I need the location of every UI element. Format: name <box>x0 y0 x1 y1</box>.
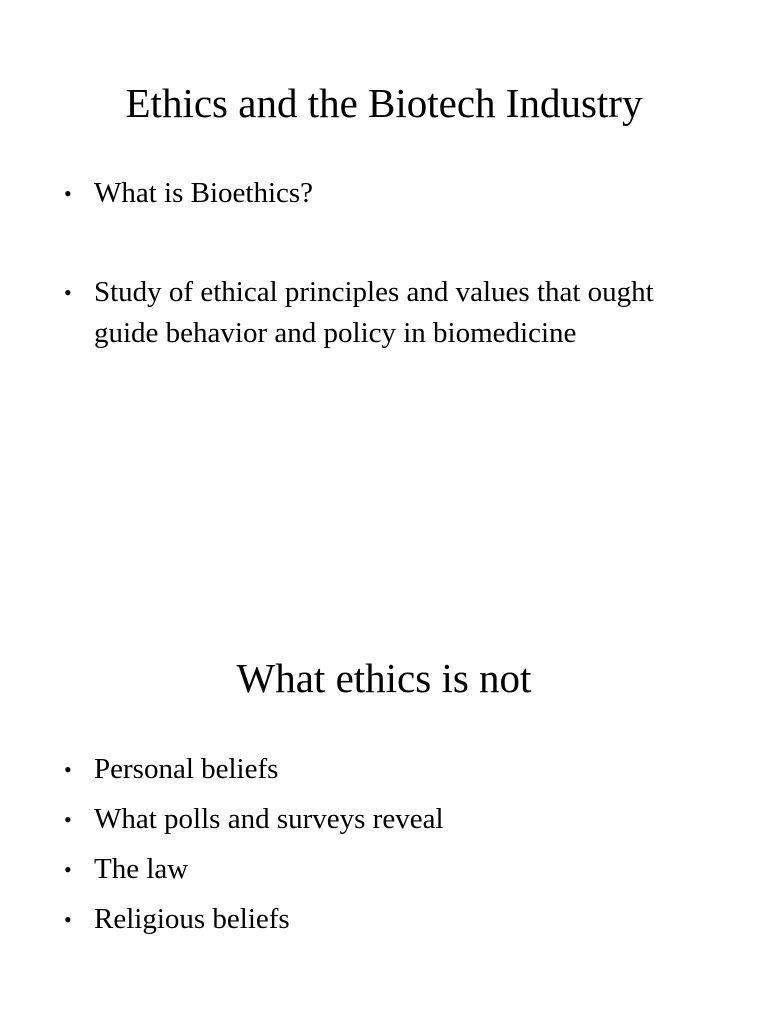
bullet-item <box>0 173 768 214</box>
bullet-item <box>0 849 768 890</box>
bullet-text: Religious beliefs <box>94 903 290 935</box>
bullet-icon: • <box>64 181 72 206</box>
bullet-text: Personal beliefs <box>94 753 279 785</box>
slide-title: What ethics is not <box>236 655 532 701</box>
bullet-icon: • <box>64 280 72 305</box>
bullet-item <box>0 272 768 354</box>
bullet-list <box>0 173 768 354</box>
bullet-item <box>0 899 768 940</box>
bullet-text: The law <box>94 853 189 885</box>
bullet-text: Study of ethical principles and values that ought guide behavior and policy in biomedicine <box>94 276 654 349</box>
slide-what-ethics-is-not <box>0 512 768 1024</box>
bullet-list <box>0 749 768 949</box>
bullet-icon: • <box>64 907 72 932</box>
bullet-icon: • <box>64 807 72 832</box>
bullet-item <box>0 799 768 840</box>
bullet-item <box>0 749 768 790</box>
slide-title: Ethics and the Biotech Industry <box>125 80 643 126</box>
bullet-icon: • <box>64 857 72 882</box>
bullet-text: What polls and surveys reveal <box>94 803 444 835</box>
bullet-icon: • <box>64 757 72 782</box>
bullet-text: What is Bioethics? <box>94 177 314 209</box>
